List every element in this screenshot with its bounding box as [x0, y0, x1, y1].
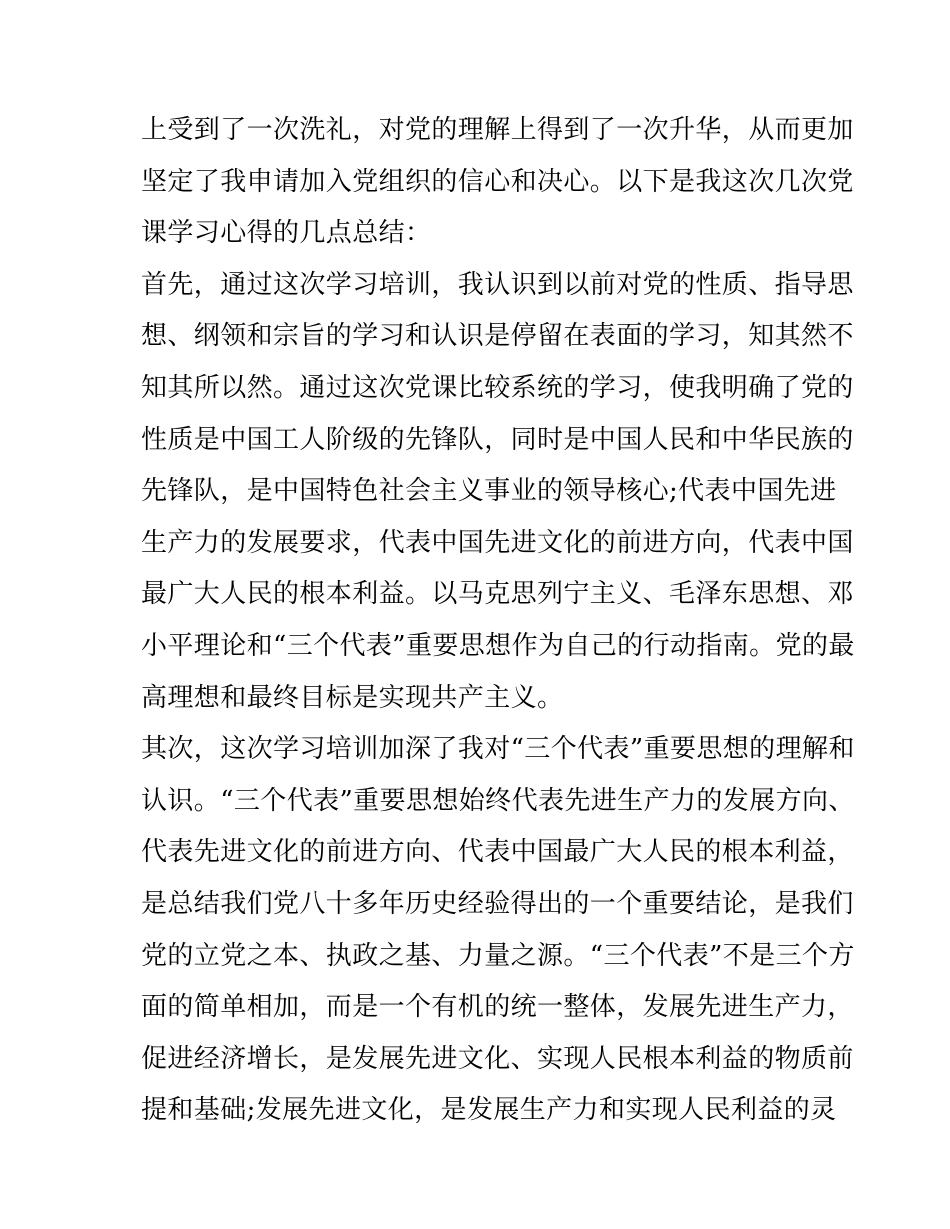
text-line: 是总结我们党八十多年历史经验得出的一个重要结论，是我们: [141, 888, 854, 919]
text-line: 面的简单相加，而是一个有机的统一整体，发展先进生产力，: [141, 992, 854, 1023]
text-line: 先锋队，是中国特色社会主义事业的领导核心;代表中国先进: [141, 476, 837, 507]
text-line: 最广大人民的根本利益。以马克思列宁主义、毛泽东思想、邓: [141, 579, 854, 610]
text-line: 促进经济增长，是发展先进文化、实现人民根本利益的物质前: [141, 1043, 854, 1074]
body-text: [141, 105, 855, 1137]
text-line: 生产力的发展要求，代表中国先进文化的前进方向，代表中国: [141, 527, 854, 558]
text-line: 其次，这次学习培训加深了我对“三个代表”重要思想的理解和: [141, 734, 855, 765]
text-line: 小平理论和“三个代表”重要思想作为自己的行动指南。党的最: [141, 630, 855, 661]
text-line: 坚定了我申请加入党组织的信心和决心。以下是我这次几次党: [141, 166, 854, 197]
text-line: 代表先进文化的前进方向、代表中国最广大人民的根本利益，: [141, 837, 854, 868]
text-line: 知其所以然。通过这次党课比较系统的学习，使我明确了党的: [141, 372, 854, 403]
text-line: 首先，通过这次学习培训，我认识到以前对党的性质、指导思: [141, 269, 854, 300]
text-line: 课学习心得的几点总结：: [141, 218, 432, 249]
text-line: 高理想和最终目标是实现共产主义。: [141, 682, 564, 713]
text-line: 提和基础;发展先进文化，是发展生产力和实现人民利益的灵: [141, 1095, 837, 1126]
text-line: 上受到了一次洗礼，对党的理解上得到了一次升华，从而更加: [141, 115, 854, 145]
text-line: 性质是中国工人阶级的先锋队，同时是中国人民和中华民族的: [141, 424, 854, 455]
text-line: 认识。“三个代表”重要思想始终代表先进生产力的发展方向、: [141, 785, 855, 816]
text-line: 党的立党之本、执政之基、力量之源。“三个代表”不是三个方: [141, 940, 855, 971]
text-line: 想、纲领和宗旨的学习和认识是停留在表面的学习，知其然不: [141, 321, 854, 352]
